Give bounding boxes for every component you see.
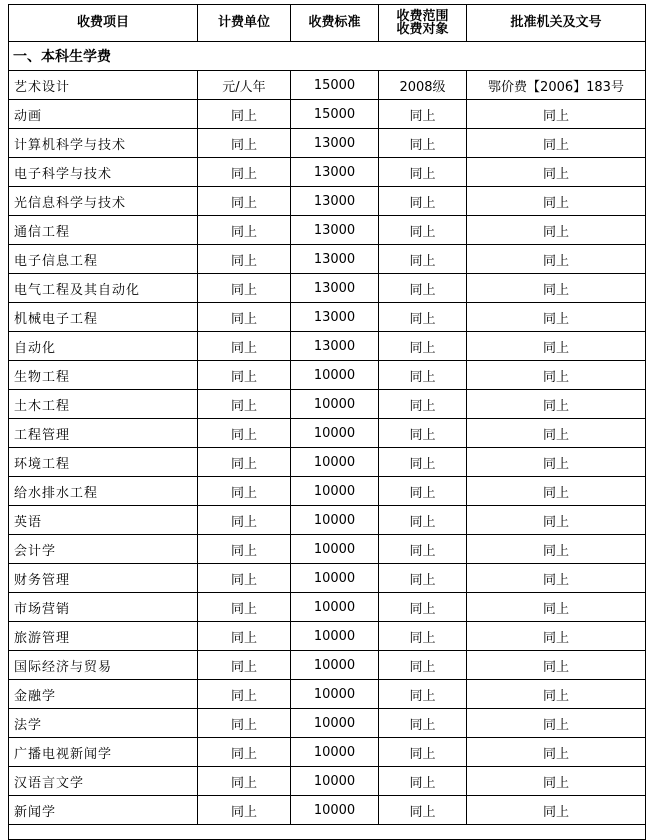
table-row [9,158,646,187]
row-unit: 同上 [198,680,291,709]
row-item-name: 计算机科学与技术 [9,129,198,158]
row-item-name: 法学 [9,709,198,738]
row-approval: 鄂价费【2006】183号 [467,71,646,100]
row-unit: 同上 [198,216,291,245]
row-approval: 同上 [467,796,646,825]
header-standard: 收费标准 [291,5,379,42]
row-approval: 同上 [467,216,646,245]
fee-table-header [9,5,646,42]
row-unit: 同上 [198,245,291,274]
table-row [9,390,646,419]
table-row [9,651,646,680]
row-scope: 同上 [379,274,467,303]
row-approval: 同上 [467,622,646,651]
row-item-name: 机械电子工程 [9,303,198,332]
row-standard: 10000 [291,680,379,709]
row-standard: 13000 [291,274,379,303]
row-scope: 同上 [379,158,467,187]
row-standard: 10000 [291,738,379,767]
row-approval: 同上 [467,448,646,477]
row-approval: 同上 [467,158,646,187]
table-row [9,622,646,651]
row-item-name: 国际经济与贸易 [9,651,198,680]
row-approval: 同上 [467,274,646,303]
row-scope: 同上 [379,419,467,448]
row-scope: 同上 [379,564,467,593]
table-row [9,361,646,390]
row-unit: 同上 [198,535,291,564]
partial-cell [9,825,646,840]
row-standard: 10000 [291,477,379,506]
row-scope: 同上 [379,651,467,680]
row-approval: 同上 [467,535,646,564]
row-item-name: 市场营销 [9,593,198,622]
row-unit: 同上 [198,158,291,187]
row-standard: 13000 [291,187,379,216]
row-item-name: 广播电视新闻学 [9,738,198,767]
table-row [9,332,646,361]
row-standard: 10000 [291,448,379,477]
row-scope: 同上 [379,796,467,825]
table-row [9,506,646,535]
table-row-partial [9,825,646,840]
header-item: 收费项目 [9,5,198,42]
table-row [9,593,646,622]
row-scope: 同上 [379,361,467,390]
row-standard: 10000 [291,767,379,796]
row-unit: 同上 [198,303,291,332]
row-item-name: 金融学 [9,680,198,709]
row-approval: 同上 [467,129,646,158]
row-unit: 同上 [198,796,291,825]
row-unit: 同上 [198,651,291,680]
row-unit: 同上 [198,709,291,738]
row-item-name: 动画 [9,100,198,129]
row-item-name: 艺术设计 [9,71,198,100]
header-scope-line1: 收费范围 [396,9,449,24]
row-unit: 同上 [198,129,291,158]
row-item-name: 工程管理 [9,419,198,448]
row-approval: 同上 [467,506,646,535]
row-approval: 同上 [467,100,646,129]
header-row [9,5,646,42]
header-scope [379,5,467,42]
row-item-name: 汉语言文学 [9,767,198,796]
table-row [9,477,646,506]
table-row [9,187,646,216]
row-standard: 10000 [291,622,379,651]
row-item-name: 旅游管理 [9,622,198,651]
row-unit: 同上 [198,477,291,506]
header-approval: 批准机关及文号 [467,5,646,42]
row-standard: 15000 [291,100,379,129]
row-item-name: 电气工程及其自动化 [9,274,198,303]
table-row [9,71,646,100]
row-approval: 同上 [467,332,646,361]
row-unit: 同上 [198,390,291,419]
row-unit: 同上 [198,767,291,796]
row-approval: 同上 [467,187,646,216]
row-item-name: 自动化 [9,332,198,361]
row-standard: 10000 [291,535,379,564]
table-row [9,129,646,158]
row-standard: 13000 [291,158,379,187]
row-standard: 10000 [291,709,379,738]
row-scope: 同上 [379,477,467,506]
row-scope: 同上 [379,506,467,535]
row-unit: 同上 [198,593,291,622]
row-scope: 同上 [379,709,467,738]
row-approval: 同上 [467,738,646,767]
row-unit: 同上 [198,506,291,535]
row-standard: 13000 [291,332,379,361]
row-item-name: 光信息科学与技术 [9,187,198,216]
row-approval: 同上 [467,767,646,796]
row-item-name: 财务管理 [9,564,198,593]
row-standard: 10000 [291,506,379,535]
row-approval: 同上 [467,390,646,419]
row-unit: 同上 [198,448,291,477]
table-row [9,245,646,274]
row-scope: 同上 [379,738,467,767]
section-row [9,42,646,71]
table-row [9,738,646,767]
row-unit: 同上 [198,187,291,216]
row-scope: 2008级 [379,71,467,100]
row-unit: 同上 [198,274,291,303]
row-standard: 10000 [291,390,379,419]
row-item-name: 电子科学与技术 [9,158,198,187]
row-unit: 同上 [198,564,291,593]
row-scope: 同上 [379,100,467,129]
row-unit: 同上 [198,622,291,651]
row-approval: 同上 [467,680,646,709]
row-scope: 同上 [379,332,467,361]
fee-table-body [9,42,646,840]
row-standard: 13000 [291,245,379,274]
row-item-name: 新闻学 [9,796,198,825]
fee-table [8,4,646,840]
table-row [9,448,646,477]
table-row [9,709,646,738]
section-title: 一、本科生学费 [9,42,646,71]
row-scope: 同上 [379,680,467,709]
row-standard: 10000 [291,361,379,390]
row-scope: 同上 [379,129,467,158]
row-standard: 10000 [291,564,379,593]
row-scope: 同上 [379,593,467,622]
row-unit: 元/人年 [198,71,291,100]
row-scope: 同上 [379,216,467,245]
row-item-name: 给水排水工程 [9,477,198,506]
row-item-name: 电子信息工程 [9,245,198,274]
row-scope: 同上 [379,448,467,477]
table-row [9,274,646,303]
row-scope: 同上 [379,303,467,332]
row-item-name: 会计学 [9,535,198,564]
row-standard: 10000 [291,651,379,680]
row-item-name: 生物工程 [9,361,198,390]
row-standard: 13000 [291,303,379,332]
row-scope: 同上 [379,767,467,796]
row-unit: 同上 [198,361,291,390]
row-scope: 同上 [379,187,467,216]
row-standard: 15000 [291,71,379,100]
row-approval: 同上 [467,709,646,738]
table-row [9,564,646,593]
row-approval: 同上 [467,477,646,506]
row-unit: 同上 [198,738,291,767]
row-unit: 同上 [198,100,291,129]
table-row [9,796,646,825]
table-row [9,767,646,796]
row-approval: 同上 [467,593,646,622]
row-standard: 13000 [291,129,379,158]
row-scope: 同上 [379,390,467,419]
row-standard: 10000 [291,419,379,448]
table-row [9,100,646,129]
table-row [9,419,646,448]
row-scope: 同上 [379,622,467,651]
row-approval: 同上 [467,303,646,332]
row-scope: 同上 [379,535,467,564]
table-row [9,680,646,709]
table-row [9,303,646,332]
header-unit: 计费单位 [198,5,291,42]
header-scope-line2: 收费对象 [396,22,449,37]
row-standard: 10000 [291,796,379,825]
row-item-name: 土木工程 [9,390,198,419]
row-approval: 同上 [467,651,646,680]
row-approval: 同上 [467,361,646,390]
row-item-name: 英语 [9,506,198,535]
row-approval: 同上 [467,245,646,274]
row-unit: 同上 [198,419,291,448]
row-item-name: 通信工程 [9,216,198,245]
row-approval: 同上 [467,419,646,448]
table-row [9,216,646,245]
row-scope: 同上 [379,245,467,274]
row-unit: 同上 [198,332,291,361]
row-item-name: 环境工程 [9,448,198,477]
table-row [9,535,646,564]
row-standard: 10000 [291,593,379,622]
row-approval: 同上 [467,564,646,593]
row-standard: 13000 [291,216,379,245]
